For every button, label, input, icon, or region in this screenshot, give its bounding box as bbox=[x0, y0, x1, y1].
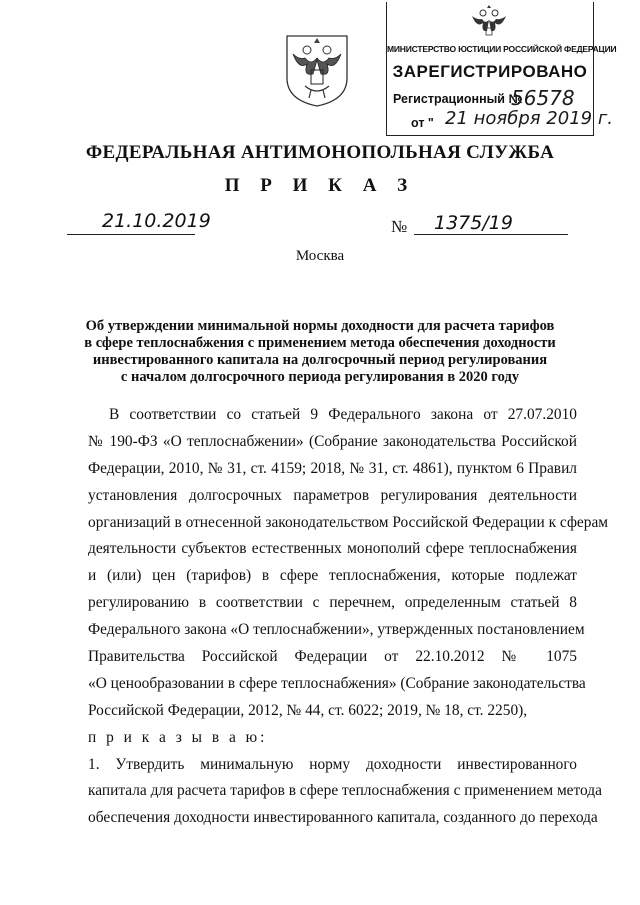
document-body bbox=[88, 402, 609, 832]
title-line: с началом долгосрочного периода регулирования в 2020 году bbox=[120, 369, 520, 385]
document-title bbox=[50, 318, 590, 386]
body-line: Федерации, 2010, № 31, ст. 4159; 2018, № 31, ст. 4861), пунктом 6 Правил bbox=[88, 459, 577, 477]
body-line: 1. Утвердить минимальную норму доходности инвестированного bbox=[88, 755, 577, 773]
registration-stamp bbox=[386, 2, 617, 136]
order-date: 21.10.2019 bbox=[102, 210, 211, 232]
body-line: «О ценообразовании в сфере теплоснабжения» (Собрание законодательства bbox=[88, 674, 586, 692]
stamp-date-value bbox=[433, 108, 613, 129]
body-line: обеспечения доходности инвестированного капитала, созданного до перехода bbox=[88, 809, 598, 827]
stamp-eagle-icon bbox=[469, 4, 509, 40]
stamp-reg-number: 56578 bbox=[511, 86, 575, 110]
body-line: установления долгосрочных параметров регулирования деятельности bbox=[88, 486, 577, 504]
body-line: организаций в отнесенной законодательством Российской Федерации к сферам bbox=[88, 513, 609, 531]
body-line: капитала для расчета тарифов в сфере теплоснабжения с применением метода bbox=[88, 782, 602, 800]
body-line: № 190-ФЗ «О теплоснабжении» (Собрание законодательства Российской bbox=[88, 432, 577, 450]
stamp-ministry-text: МИНИСТЕРСТВО ЮСТИЦИИ РОССИЙСКОЙ ФЕДЕРАЦИИ bbox=[387, 44, 617, 54]
order-number: 1375/19 bbox=[434, 212, 513, 234]
body-line: Российской Федерации, 2012, № 44, ст. 6022; 2019, № 18, ст. 2250), bbox=[88, 701, 528, 719]
stamp-date-label: от " bbox=[411, 116, 434, 130]
title-line: в сфере теплоснабжения с применением метода обеспечения доходности bbox=[84, 335, 556, 351]
body-line: Федерального закона «О теплоснабжении», утвержденных постановлением bbox=[88, 621, 585, 639]
order-word: п р и к а з ы в а ю: bbox=[88, 728, 268, 746]
document-type: П Р И К А З bbox=[224, 175, 416, 196]
double-headed-eagle-icon bbox=[283, 30, 351, 108]
city-name: Москва bbox=[295, 248, 345, 264]
date-underline bbox=[67, 234, 195, 235]
stamp-reg-label: Регистрационный № bbox=[393, 92, 523, 106]
body-line: Правительства Российской Федерации от 22.10.2012 № 1075 bbox=[88, 648, 577, 666]
title-line: инвестированного капитала на долгосрочный период регулирования bbox=[92, 352, 548, 368]
coat-of-arms-emblem bbox=[283, 30, 351, 108]
agency-name: ФЕДЕРАЛЬНАЯ АНТИМОНОПОЛЬНАЯ СЛУЖБА bbox=[85, 142, 555, 163]
body-line: деятельности субъектов естественных монополий сфере теплоснабжения bbox=[88, 540, 577, 558]
stamp-date-text: 21 ноября 2019 г. bbox=[445, 108, 614, 129]
title-line: Об утверждении минимальной нормы доходности для расчета тарифов bbox=[85, 318, 555, 334]
body-line: В соответствии со статьей 9 Федерального закона от 27.07.2010 bbox=[109, 406, 577, 423]
body-line: и (или) цен (тарифов) в сфере теплоснабжения, которые подлежат bbox=[88, 567, 577, 585]
stamp-registered-text: ЗАРЕГИСТРИРОВАНО bbox=[392, 62, 588, 81]
body-line: регулированию в соответствии с перечнем, определенным статьей 8 bbox=[88, 594, 577, 612]
number-underline bbox=[414, 234, 568, 235]
order-number-label: № bbox=[391, 217, 408, 236]
